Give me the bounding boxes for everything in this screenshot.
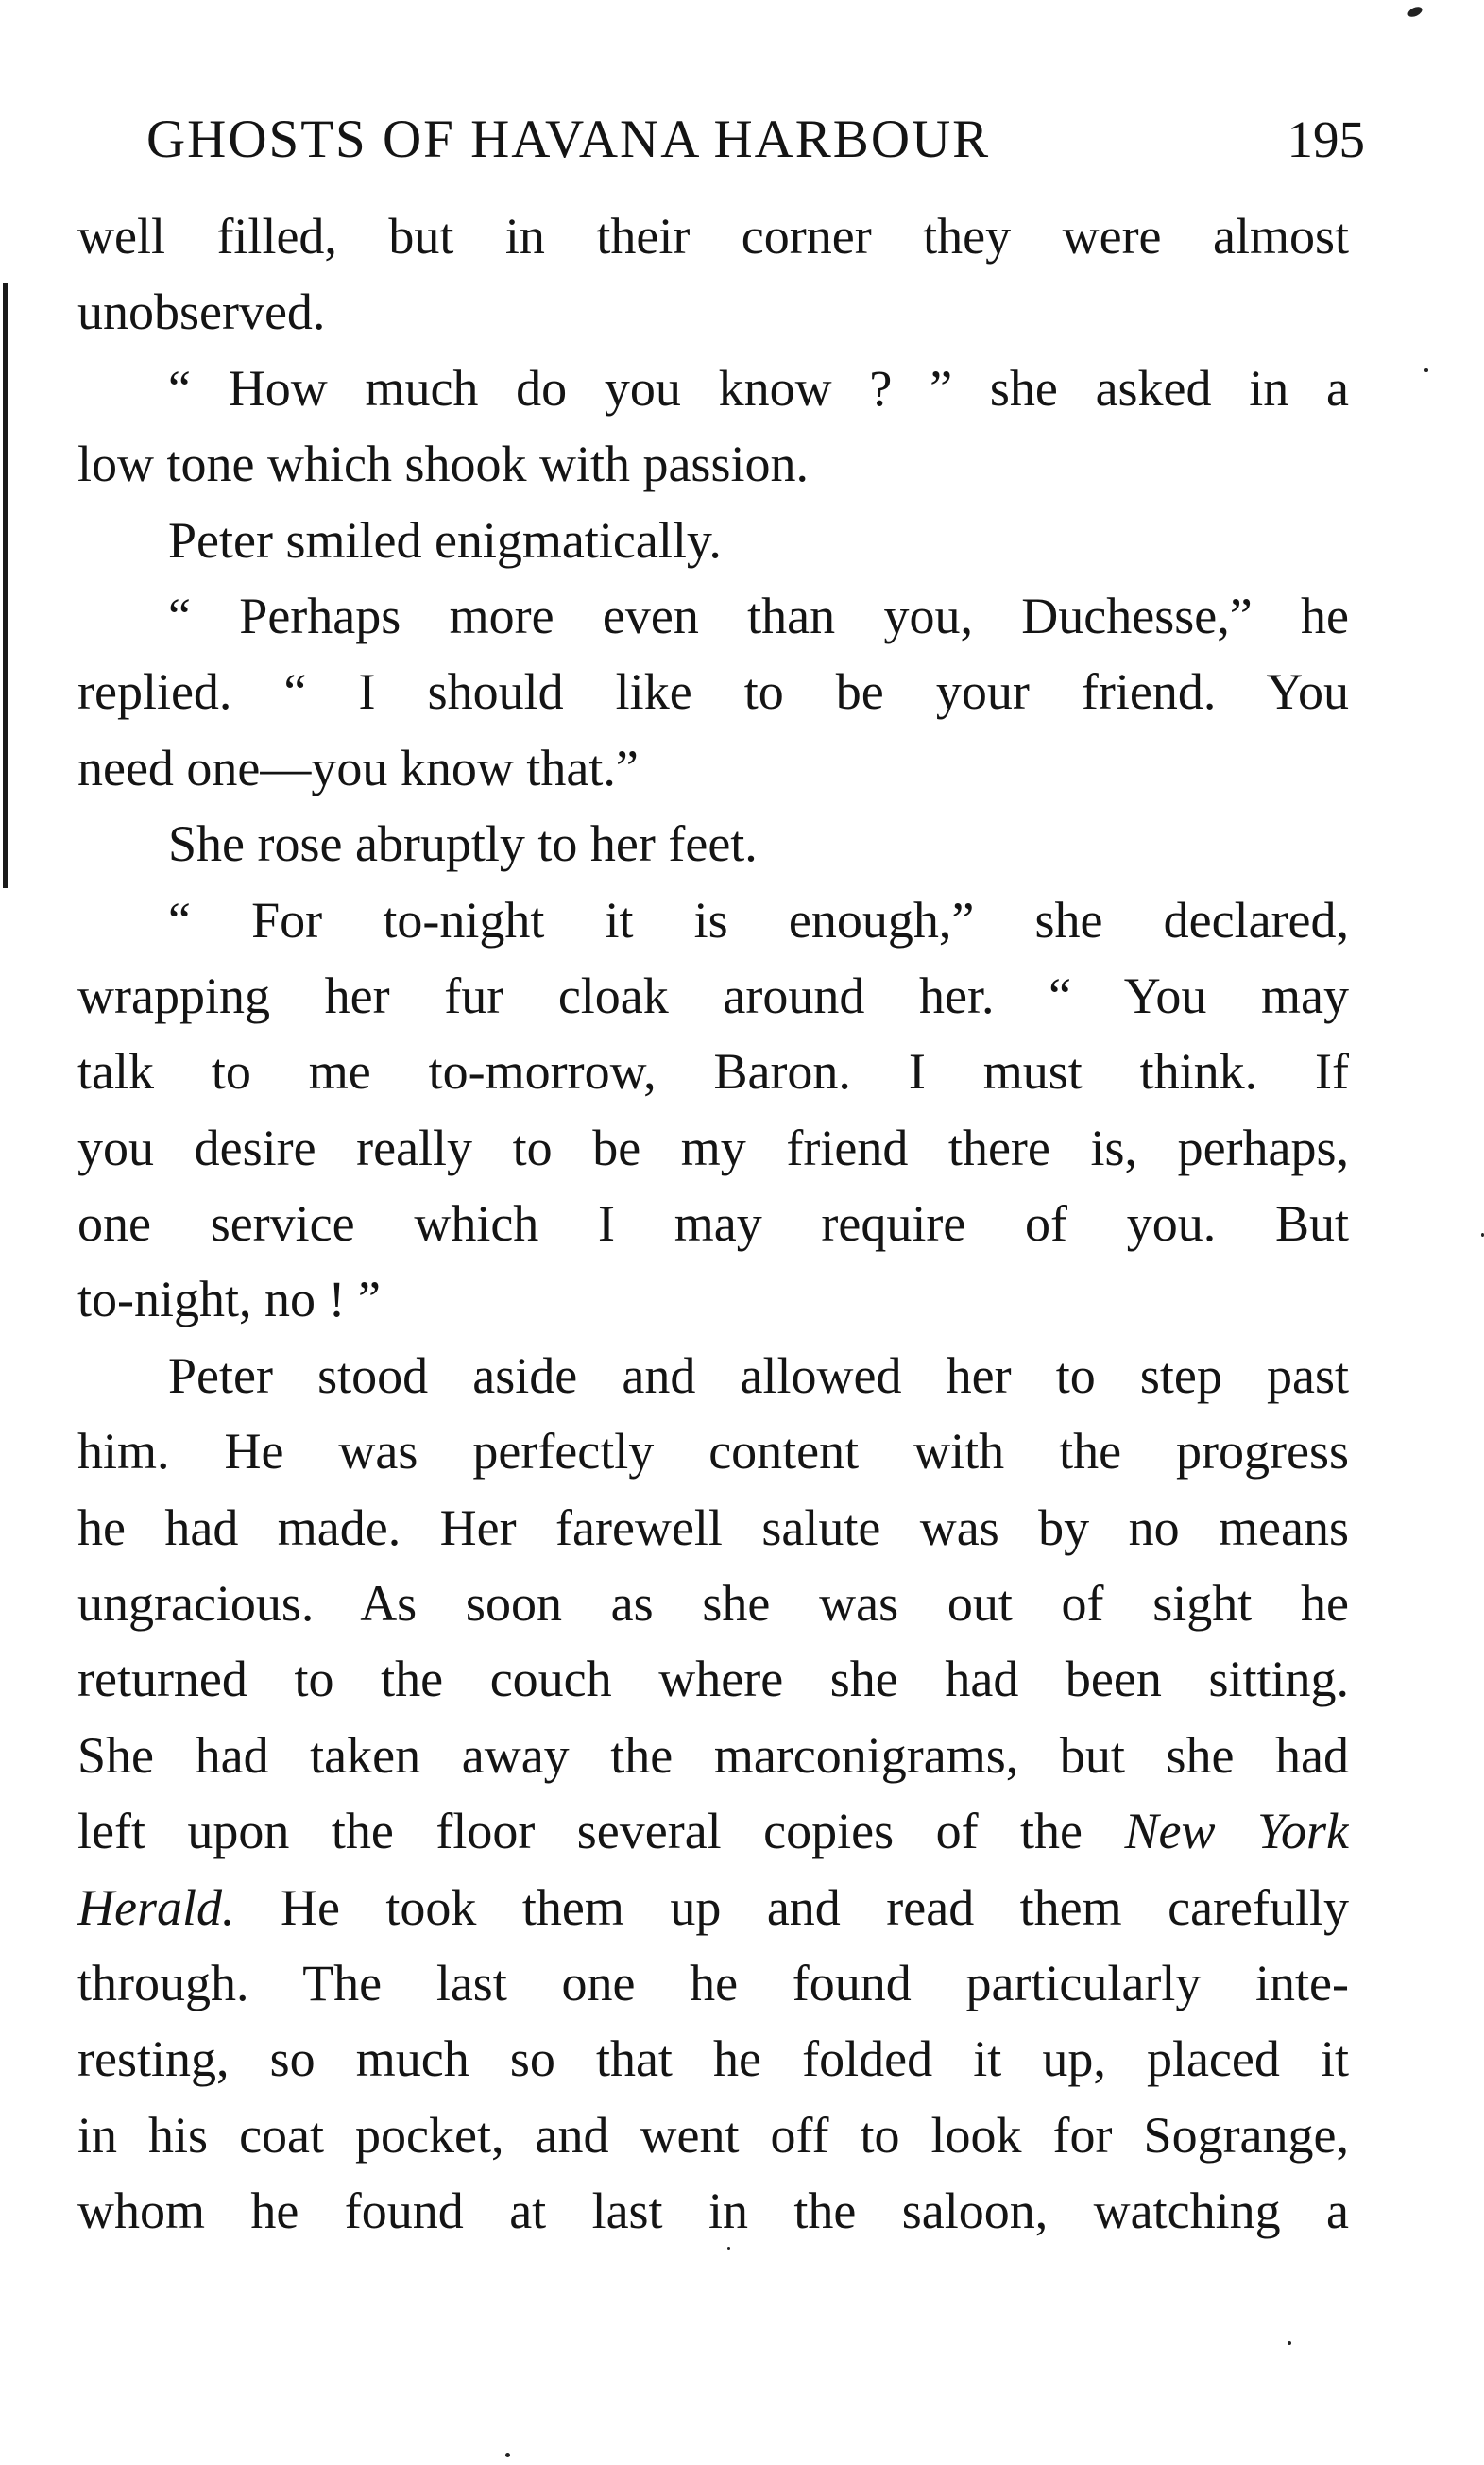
text-line: She rose abruptly to her feet. bbox=[168, 815, 758, 873]
text-line: through. The last one he found particularly inte- bbox=[77, 1954, 1349, 2011]
italic-title: Herald. bbox=[77, 1878, 235, 1936]
scan-speck bbox=[1424, 368, 1428, 372]
text-line: well filled, but in their corner they were almost bbox=[77, 208, 1349, 265]
text-line: low tone which shook with passion. bbox=[77, 436, 809, 493]
running-title: GHOSTS OF HAVANA HARBOUR bbox=[146, 110, 991, 169]
text-line: to-night, no ! ” bbox=[77, 1271, 381, 1328]
text-line: Peter smiled enigmatically. bbox=[168, 511, 722, 569]
page-header bbox=[146, 102, 1365, 178]
text-line: wrapping her fur cloak around her. “ You may bbox=[77, 967, 1349, 1024]
text-line: him. He was perfectly content with the progress bbox=[77, 1423, 1349, 1481]
text-line-with-italic bbox=[77, 1793, 1349, 1869]
text-line: ungracious. As soon as she was out of sight he bbox=[77, 1575, 1349, 1633]
text-line: one service which I may require of you. But bbox=[77, 1195, 1349, 1253]
text-segment: He took them up and read them carefully bbox=[280, 1878, 1349, 1936]
text-line: you desire really to be my friend there is, perhaps, bbox=[77, 1119, 1349, 1176]
page-number: 195 bbox=[1287, 111, 1365, 168]
text-segment: left upon the floor several copies of the bbox=[77, 1803, 1083, 1860]
text-line: “ Perhaps more even than you, Duchesse,” he bbox=[168, 587, 1349, 644]
text-line: talk to me to-morrow, Baron. I must think. If bbox=[77, 1043, 1349, 1101]
scan-speck bbox=[1407, 5, 1424, 19]
text-line-with-italic bbox=[77, 1870, 1349, 1945]
text-line: in his coat pocket, and went off to look for Sogrange, bbox=[77, 2106, 1349, 2164]
text-line: need one—you know that.” bbox=[77, 739, 639, 796]
italic-title: New York bbox=[1124, 1803, 1349, 1860]
text-line: “ How much do you know ? ” she asked in a bbox=[168, 359, 1349, 417]
text-line: unobserved. bbox=[77, 283, 326, 341]
scan-speck bbox=[505, 2453, 510, 2457]
text-line: replied. “ I should like to be your friend. You bbox=[77, 663, 1349, 721]
text-line: “ For to-night it is enough,” she declared, bbox=[168, 891, 1349, 949]
scan-speck bbox=[727, 2247, 730, 2250]
text-line: She had taken away the marconigrams, but she had bbox=[77, 1726, 1349, 1784]
margin-rule bbox=[3, 283, 8, 888]
scan-speck bbox=[1288, 2341, 1291, 2345]
text-line: he had made. Her farewell salute was by no means bbox=[77, 1498, 1349, 1556]
text-line: Peter stood aside and allowed her to step past bbox=[168, 1346, 1349, 1404]
text-line: returned to the couch where she had been sitting. bbox=[77, 1651, 1349, 1708]
body-text bbox=[77, 198, 1349, 2250]
text-line: resting, so much so that he folded it up, placed it bbox=[77, 2030, 1349, 2088]
text-line: whom he found at last in the saloon, watching a bbox=[77, 2183, 1349, 2240]
